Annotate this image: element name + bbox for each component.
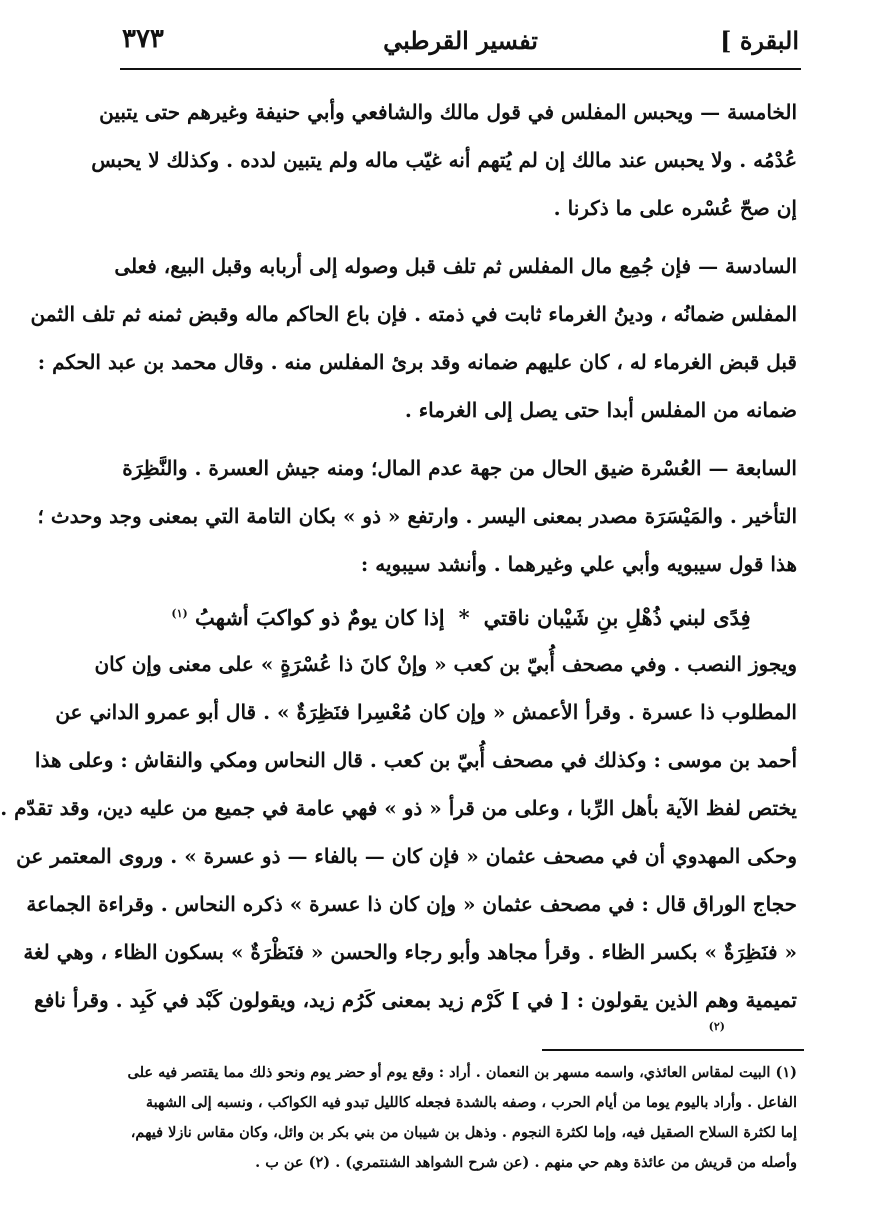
text-line: تميمية وهم الذين يقولون : [ في ] كَرْم زيد بمعنى كَرُم زيد، ويقولون كَبْد في كَبِد . وقرأ نافع	[34, 988, 797, 1012]
verse-separator: *	[458, 605, 470, 630]
footnote-line: إما لكثرة السلاح الصقيل فيه، وإما لكثرة النجوم . وذهل بن شيبان من بني بكر بن وائل، وكان مقاس نازلا فيهم،	[130, 1124, 797, 1141]
text-line: ضمانه من المفلس أبدا حتى يصل إلى الغرماء .	[404, 398, 797, 422]
footnote-marker: (٢)	[708, 1020, 725, 1033]
text-line: المفلس ضمانُه ، ودينُ الغرماء ثابت في ذمته . فإن باع الحاكم ماله وقبض ثمنه ثم تلف الثمن	[30, 302, 797, 326]
paragraph-seventh	[37, 444, 797, 588]
text-line: ويجوز النصب . وفي مصحف أُبيّ بن كعب « وإنْ كانَ ذا عُسْرَةٍ » على معنى وإن كان	[94, 652, 797, 676]
text-line: عُدْمُه . ولا يحبس عند مالك إن لم يُتهم أنه غيّب ماله ولم يتبين لدده . وكذلك لا يحبس	[91, 148, 797, 172]
text-line: السابعة — العُسْرة ضيق الحال من جهة عدم المال؛ ومنه جيش العسرة . والنَّظِرَة	[122, 456, 797, 480]
main-text	[0, 88, 797, 1033]
text-line: إن صحّ عُسْره على ما ذكرنا .	[553, 196, 797, 220]
footnote-marker: (١)	[171, 607, 188, 620]
text-line: يختص لفظ الآية بأهل الرِّبا ، وعلى من قرأ « ذو » فهي عامة في جميع من عليه دين، وقد تقدّم .	[0, 796, 797, 820]
text-line: قبل قبض الغرماء له ، كان عليهم ضمانه وقد برئ المفلس منه . وقال محمد بن عبد الحكم :	[37, 350, 797, 374]
text-line: السادسة — فإن جُمِع مال المفلس ثم تلف قبل وصوله إلى أربابه وقبل البيع، فعلى	[114, 254, 797, 278]
header-rule	[120, 68, 801, 70]
text-line: هذا قول سيبويه وأبي علي وغيرهما . وأنشد سيبويه :	[360, 552, 797, 576]
footnotes	[121, 1058, 797, 1178]
text-line: أحمد بن موسى : وكذلك في مصحف أُبيّ بن كعب . قال النحاس ومكي والنقاش : وعلى هذا	[34, 748, 797, 772]
paragraph-sixth	[30, 242, 797, 434]
page-number: ٣٧٣	[122, 24, 164, 54]
paragraph-gap	[125, 434, 797, 444]
text-line: حجاج الوراق قال : في مصحف عثمان « وإن كان ذا عسرة » ذكره النحاس . وقراءة الجماعة	[26, 892, 797, 916]
footnote-rule	[542, 1049, 804, 1051]
surah-name: البقرة ]	[720, 26, 799, 55]
footnote-line: الفاعل . وأراد باليوم يوما من أيام الحرب ، وصفه بالشدة فجعله كالليل تبدو فيه الكواكب ، ونسبه إلى الشهبة	[145, 1094, 797, 1111]
verse-first-hemistich: فِدًى لبني ذُهْلِ بنِ شَيْبان ناقتي	[483, 605, 751, 630]
running-title: تفسير القرطبي	[383, 26, 538, 55]
text-line: التأخير . والمَيْسَرَة مصدر بمعنى اليسر . وارتفع « ذو » بكان التامة التي بمعنى وجد وحدث ؛	[37, 504, 797, 528]
text-line: « فنَظِرَةٌ » بكسر الظاء . وقرأ مجاهد وأبو رجاء والحسن « فنَظْرَةٌ » بسكون الظاء ، وهي لغة	[23, 940, 797, 964]
paragraph-continuation	[0, 640, 797, 1024]
text-line: الخامسة — ويحبس المفلس في قول مالك والشافعي وأبي حنيفة وغيرهم حتى يتبين	[99, 100, 797, 124]
text-line: وحكى المهدوي أن في مصحف عثمان « فإن كان — بالفاء — ذو عسرة » . وروى المعتمر عن	[16, 844, 797, 868]
page-header	[122, 22, 799, 68]
paragraph-gap	[125, 232, 797, 242]
poetry-verse	[125, 588, 797, 640]
footnote-line: (١) البيت لمقاس العائذي، واسمه مسهر بن النعمان . أراد : وقع يوم أو حضر يوم ونحو ذلك مما يقتصر فيه على	[127, 1064, 797, 1081]
footnote-line: وأصله من قريش من عائذة وهم حي منهم . (عن شرح الشواهد الشنتمري) . (٢) عن ب .	[255, 1154, 797, 1171]
text-line: المطلوب ذا عسرة . وقرأ الأعمش « وإن كان مُعْسِرا فنَظِرَةٌ » . قال أبو عمرو الداني عن	[55, 700, 797, 724]
paragraph-fifth	[91, 88, 797, 232]
verse-second-hemistich: إذا كان يومٌ ذو كواكبَ أشهبُ	[195, 605, 445, 630]
